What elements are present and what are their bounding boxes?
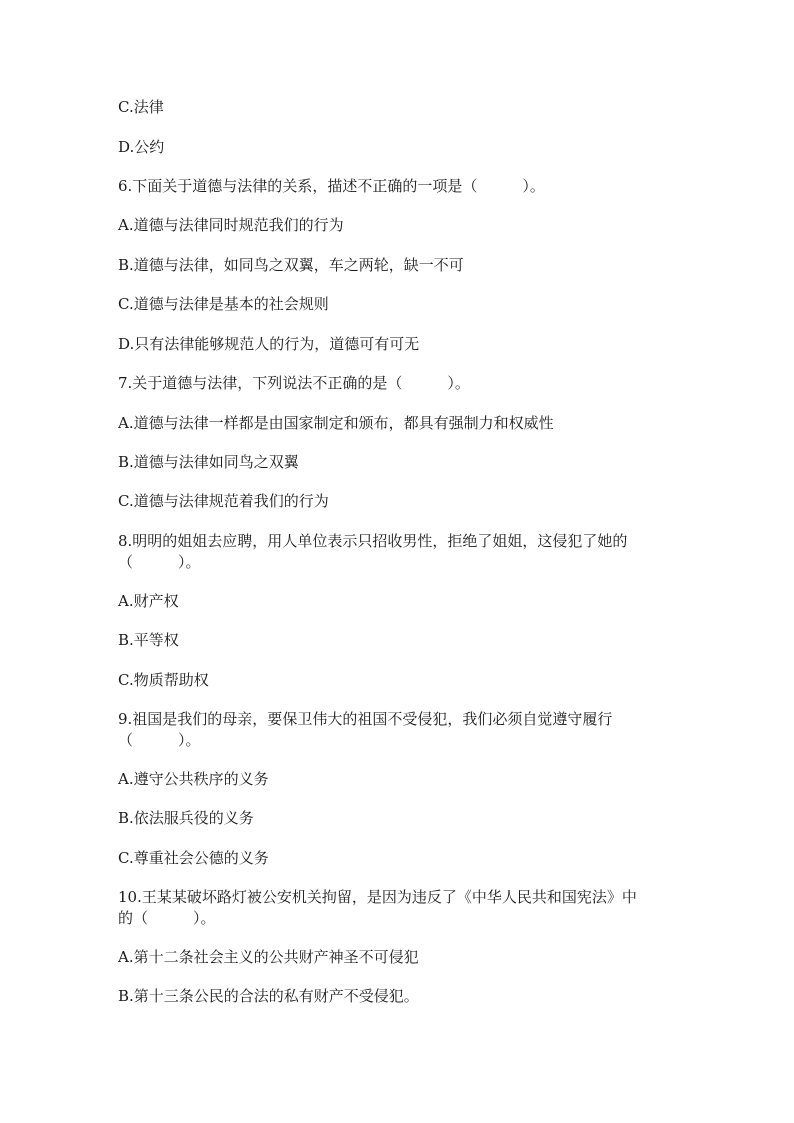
- option-a-q6: A.道德与法律同时规范我们的行为: [118, 216, 344, 234]
- option-a-q7: A.道德与法律一样都是由国家制定和颁布，都具有强制力和权威性: [118, 414, 554, 432]
- question-8-line-1: 8.明明的姐姐去应聘，用人单位表示只招收男性，拒绝了姐姐，这侵犯了她的: [118, 532, 628, 550]
- option-b-q9: B.依法服兵役的义务: [118, 809, 254, 827]
- option-c-q8: C.物质帮助权: [118, 671, 209, 689]
- option-c-q7: C.道德与法律规范着我们的行为: [118, 492, 329, 510]
- option-d-q5: D.公约: [118, 138, 165, 156]
- option-b-q7: B.道德与法律如同鸟之双翼: [118, 453, 299, 471]
- question-10-line-2: 的（ ）。: [118, 909, 216, 927]
- question-7: 7.关于道德与法律，下列说法不正确的是（ ）。: [118, 374, 470, 392]
- option-b-q6: B.道德与法律，如同鸟之双翼，车之两轮，缺一不可: [118, 256, 464, 274]
- question-6: 6.下面关于道德与法律的关系，描述不正确的一项是（ ）。: [118, 177, 545, 195]
- option-a-q9: A.遵守公共秩序的义务: [118, 770, 269, 788]
- question-10-line-1: 10.王某某破坏路灯被公安机关拘留，是因为违反了《中华人民共和国宪法》中: [118, 888, 637, 906]
- question-9-line-2: （ ）。: [118, 731, 201, 749]
- option-d-q6: D.只有法律能够规范人的行为，道德可有可无: [118, 335, 420, 353]
- question-8-line-2: （ ）。: [118, 553, 201, 571]
- option-a-q10: A.第十二条社会主义的公共财产神圣不可侵犯: [118, 948, 419, 966]
- option-c-q6: C.道德与法律是基本的社会规则: [118, 295, 329, 313]
- option-a-q8: A.财产权: [118, 592, 179, 610]
- option-b-q10: B.第十三条公民的合法的私有财产不受侵犯。: [118, 987, 419, 1005]
- option-c-q5: C.法律: [118, 98, 164, 116]
- option-b-q8: B.平等权: [118, 631, 179, 649]
- option-c-q9: C.尊重社会公德的义务: [118, 849, 269, 867]
- question-9-line-1: 9.祖国是我们的母亲，要保卫伟大的祖国不受侵犯，我们必须自觉遵守履行: [118, 710, 613, 728]
